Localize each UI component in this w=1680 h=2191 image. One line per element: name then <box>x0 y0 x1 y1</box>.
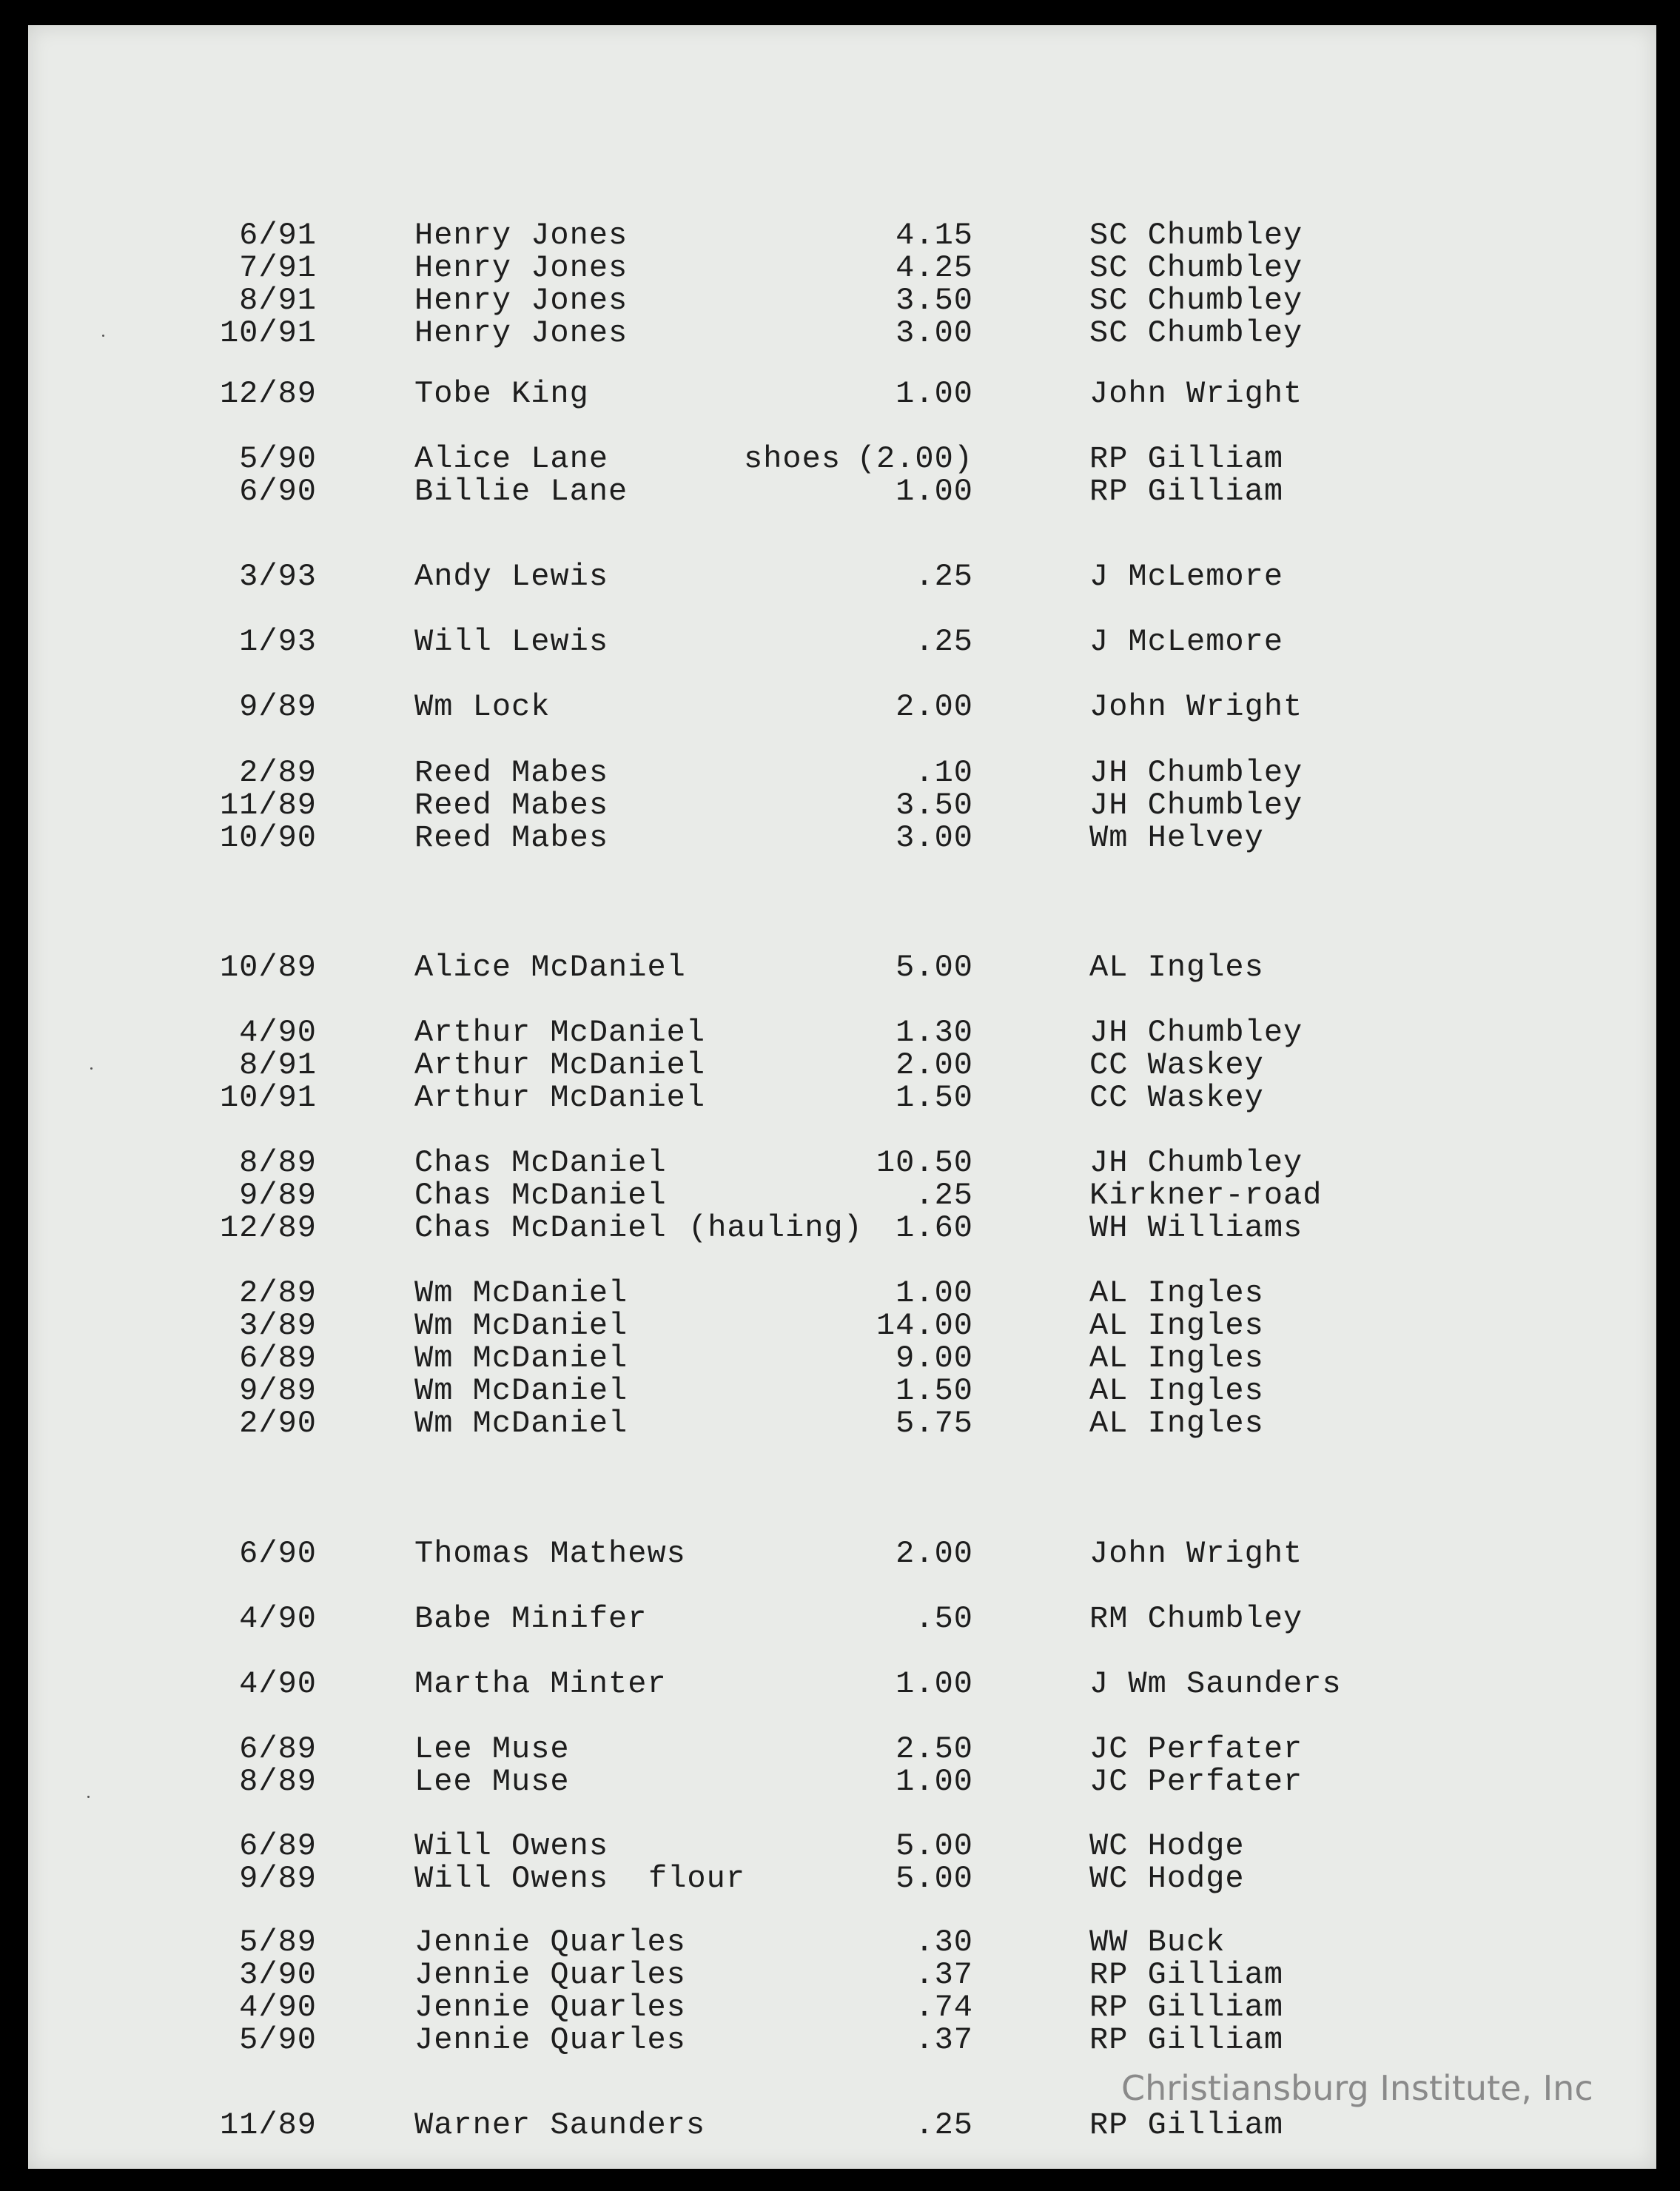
entry-date: 2/89 <box>239 1275 317 1311</box>
ledger-row <box>0 1926 1680 1959</box>
entry-amount: 1.00 <box>896 1666 973 1702</box>
entry-amount: .10 <box>915 755 973 791</box>
payer-name: AL Ingles <box>1089 1275 1264 1311</box>
entry-date: 10/89 <box>219 950 317 985</box>
entry-date: 12/89 <box>219 1210 317 1246</box>
payer-name: JH Chumbley <box>1089 788 1303 823</box>
entry-date: 6/90 <box>239 1536 317 1571</box>
person-name: Jennie Quarles <box>414 1925 686 1960</box>
person-name: Wm Lock <box>414 689 551 725</box>
entry-amount: .25 <box>915 559 973 594</box>
payer-name: JC Perfater <box>1089 1764 1303 1799</box>
entry-amount: (2.00) <box>856 441 973 477</box>
entry-date: 6/89 <box>239 1828 317 1864</box>
payer-name: RP Gilliam <box>1089 474 1284 509</box>
ledger-row <box>0 1407 1680 1440</box>
payer-name: SC Chumbley <box>1089 283 1303 318</box>
entry-amount: 1.00 <box>896 1764 973 1799</box>
entry-date: 6/91 <box>239 218 317 253</box>
person-name: Jennie Quarles <box>414 1957 686 1993</box>
payer-name: Kirkner-road <box>1089 1178 1323 1213</box>
entry-date: 4/90 <box>239 1990 317 2025</box>
entry-date: 5/90 <box>239 2022 317 2058</box>
entry-date: 10/90 <box>219 820 317 856</box>
person-name: Chas McDaniel <box>414 1178 667 1213</box>
entry-date: 9/89 <box>239 1373 317 1409</box>
ledger-row <box>0 1537 1680 1570</box>
entry-date: 4/90 <box>239 1601 317 1637</box>
entry-amount: 2.50 <box>896 1731 973 1767</box>
payer-name: SC Chumbley <box>1089 250 1303 286</box>
payer-name: John Wright <box>1089 1536 1303 1571</box>
entry-date: 12/89 <box>219 376 317 412</box>
entry-date: 2/89 <box>239 755 317 791</box>
person-name: Reed Mabes <box>414 788 609 823</box>
watermark: Christiansburg Institute, Inc <box>1121 2068 1593 2108</box>
person-name: Reed Mabes <box>414 820 609 856</box>
entry-date: 11/89 <box>219 2107 317 2143</box>
person-name: Wm McDaniel <box>414 1308 628 1343</box>
ledger-row <box>0 1765 1680 1798</box>
entry-date: 2/90 <box>239 1406 317 1441</box>
person-name: Will Owens <box>414 1828 609 1864</box>
payer-name: CC Waskey <box>1089 1080 1264 1115</box>
person-name: Will Lewis <box>414 624 609 660</box>
person-name: Arthur McDaniel <box>414 1080 706 1115</box>
payer-name: AL Ingles <box>1089 1373 1264 1409</box>
ledger-row <box>0 1991 1680 2024</box>
person-name: Chas McDaniel <box>414 1145 667 1181</box>
entry-date: 3/89 <box>239 1308 317 1343</box>
entry-date: 9/89 <box>239 1178 317 1213</box>
entry-amount: 1.60 <box>896 1210 973 1246</box>
person-name: Jennie Quarles <box>414 1990 686 2025</box>
ledger-row <box>0 625 1680 658</box>
ledger-row <box>0 1375 1680 1407</box>
entry-date: 10/91 <box>219 315 317 351</box>
payer-name: J McLemore <box>1089 624 1284 660</box>
payer-name: J Wm Saunders <box>1089 1666 1342 1702</box>
ledger-row <box>0 756 1680 789</box>
entry-note: flour <box>648 1861 746 1896</box>
paper-speck <box>102 335 104 337</box>
person-name: Reed Mabes <box>414 755 609 791</box>
ledger-row <box>0 1179 1680 1212</box>
person-name: Wm McDaniel <box>414 1406 628 1441</box>
person-name: Wm McDaniel <box>414 1275 628 1311</box>
person-name: Chas McDaniel <box>414 1210 667 1246</box>
entry-amount: 4.15 <box>896 218 973 253</box>
ledger-row <box>0 1049 1680 1081</box>
person-name: Babe Minifer <box>414 1601 648 1637</box>
person-name: Jennie Quarles <box>414 2022 686 2058</box>
entry-amount: 1.00 <box>896 376 973 412</box>
payer-name: AL Ingles <box>1089 1341 1264 1376</box>
entry-date: 1/93 <box>239 624 317 660</box>
person-name: Wm McDaniel <box>414 1341 628 1376</box>
entry-date: 7/91 <box>239 250 317 286</box>
payer-name: SC Chumbley <box>1089 218 1303 253</box>
ledger-row <box>0 1603 1680 1635</box>
ledger-row <box>0 1277 1680 1309</box>
entry-date: 6/89 <box>239 1731 317 1767</box>
entry-amount: 3.50 <box>896 283 973 318</box>
entry-date: 3/93 <box>239 559 317 594</box>
ledger-row <box>0 252 1680 284</box>
person-name: Tobe King <box>414 376 589 412</box>
entry-note: shoes <box>744 441 841 477</box>
person-name: Alice McDaniel <box>414 950 686 985</box>
person-name: Lee Muse <box>414 1764 570 1799</box>
person-name: Henry Jones <box>414 218 628 253</box>
entry-date: 4/90 <box>239 1015 317 1050</box>
entry-amount: 5.00 <box>896 950 973 985</box>
entry-amount: 1.00 <box>896 1275 973 1311</box>
entry-date: 8/91 <box>239 283 317 318</box>
entry-amount: .37 <box>915 2022 973 2058</box>
entry-amount: 9.00 <box>896 1341 973 1376</box>
entry-amount: 10.50 <box>876 1145 973 1181</box>
ledger-row <box>0 1309 1680 1342</box>
ledger-row <box>0 219 1680 252</box>
person-name: Arthur McDaniel <box>414 1015 706 1050</box>
entry-amount: 5.00 <box>896 1861 973 1896</box>
ledger-row <box>0 1081 1680 1114</box>
payer-name: WC Hodge <box>1089 1861 1245 1896</box>
payer-name: WH Williams <box>1089 1210 1303 1246</box>
payer-name: JH Chumbley <box>1089 1145 1303 1181</box>
entry-date: 6/90 <box>239 474 317 509</box>
person-name: Thomas Mathews <box>414 1536 686 1571</box>
entry-note: (hauling) <box>688 1210 863 1246</box>
ledger-row <box>0 378 1680 410</box>
payer-name: RP Gilliam <box>1089 441 1284 477</box>
person-name: Henry Jones <box>414 250 628 286</box>
paper-speck <box>87 1796 90 1798</box>
entry-amount: 3.00 <box>896 820 973 856</box>
entry-date: 4/90 <box>239 1666 317 1702</box>
entry-amount: 1.00 <box>896 474 973 509</box>
payer-name: RM Chumbley <box>1089 1601 1303 1637</box>
entry-amount: .25 <box>915 2107 973 2143</box>
entry-amount: .37 <box>915 1957 973 1993</box>
entry-amount: 4.25 <box>896 250 973 286</box>
ledger-row <box>0 1342 1680 1375</box>
entry-amount: 5.75 <box>896 1406 973 1441</box>
ledger-row <box>0 1147 1680 1179</box>
entry-date: 9/89 <box>239 689 317 725</box>
entry-amount: .50 <box>915 1601 973 1637</box>
ledger-row <box>0 560 1680 593</box>
person-name: Will Owens <box>414 1861 609 1896</box>
payer-name: SC Chumbley <box>1089 315 1303 351</box>
person-name: Billie Lane <box>414 474 628 509</box>
entry-amount: 2.00 <box>896 1047 973 1083</box>
ledger-row <box>0 1668 1680 1700</box>
entry-date: 8/89 <box>239 1764 317 1799</box>
payer-name: AL Ingles <box>1089 950 1264 985</box>
entry-date: 3/90 <box>239 1957 317 1993</box>
payer-name: JH Chumbley <box>1089 1015 1303 1050</box>
entry-date: 5/89 <box>239 1925 317 1960</box>
entry-date: 6/89 <box>239 1341 317 1376</box>
payer-name: RP Gilliam <box>1089 2022 1284 2058</box>
entry-amount: 3.00 <box>896 315 973 351</box>
entry-amount: 2.00 <box>896 1536 973 1571</box>
person-name: Henry Jones <box>414 283 628 318</box>
entry-amount: 1.50 <box>896 1080 973 1115</box>
entry-amount: 14.00 <box>876 1308 973 1343</box>
ledger-row <box>0 1862 1680 1895</box>
payer-name: RP Gilliam <box>1089 1957 1284 1993</box>
entry-amount: .25 <box>915 1178 973 1213</box>
entry-date: 10/91 <box>219 1080 317 1115</box>
ledger-row <box>0 1959 1680 1991</box>
ledger-row <box>0 691 1680 723</box>
person-name: Martha Minter <box>414 1666 667 1702</box>
payer-name: JH Chumbley <box>1089 755 1303 791</box>
entry-amount: 2.00 <box>896 689 973 725</box>
entry-amount: .25 <box>915 624 973 660</box>
ledger-row <box>0 284 1680 317</box>
ledger-row <box>0 2024 1680 2056</box>
entry-date: 11/89 <box>219 788 317 823</box>
payer-name: WC Hodge <box>1089 1828 1245 1864</box>
ledger-row <box>0 1830 1680 1862</box>
entry-amount: 1.30 <box>896 1015 973 1050</box>
payer-name: CC Waskey <box>1089 1047 1264 1083</box>
ledger-row <box>0 789 1680 822</box>
person-name: Lee Muse <box>414 1731 570 1767</box>
payer-name: AL Ingles <box>1089 1308 1264 1343</box>
payer-name: Wm Helvey <box>1089 820 1264 856</box>
person-name: Andy Lewis <box>414 559 609 594</box>
ledger-row <box>0 1212 1680 1244</box>
payer-name: J McLemore <box>1089 559 1284 594</box>
payer-name: RP Gilliam <box>1089 1990 1284 2025</box>
entry-date: 9/89 <box>239 1861 317 1896</box>
person-name: Warner Saunders <box>414 2107 706 2143</box>
person-name: Alice Lane <box>414 441 609 477</box>
entry-amount: 1.50 <box>896 1373 973 1409</box>
payer-name: John Wright <box>1089 689 1303 725</box>
entry-date: 8/91 <box>239 1047 317 1083</box>
ledger-row <box>0 822 1680 854</box>
ledger-row <box>0 475 1680 508</box>
ledger-row <box>0 317 1680 349</box>
entry-amount: 3.50 <box>896 788 973 823</box>
entry-amount: .30 <box>915 1925 973 1960</box>
paper-speck <box>90 1067 93 1070</box>
payer-name: WW Buck <box>1089 1925 1226 1960</box>
payer-name: JC Perfater <box>1089 1731 1303 1767</box>
ledger-row <box>0 443 1680 475</box>
entry-amount: .74 <box>915 1990 973 2025</box>
entry-date: 8/89 <box>239 1145 317 1181</box>
ledger-row <box>0 951 1680 984</box>
ledger-row <box>0 2109 1680 2141</box>
entry-date: 5/90 <box>239 441 317 477</box>
payer-name: RP Gilliam <box>1089 2107 1284 2143</box>
person-name: Wm McDaniel <box>414 1373 628 1409</box>
entry-amount: 5.00 <box>896 1828 973 1864</box>
payer-name: John Wright <box>1089 376 1303 412</box>
person-name: Henry Jones <box>414 315 628 351</box>
person-name: Arthur McDaniel <box>414 1047 706 1083</box>
ledger-row <box>0 1016 1680 1049</box>
payer-name: AL Ingles <box>1089 1406 1264 1441</box>
ledger-row <box>0 1733 1680 1765</box>
